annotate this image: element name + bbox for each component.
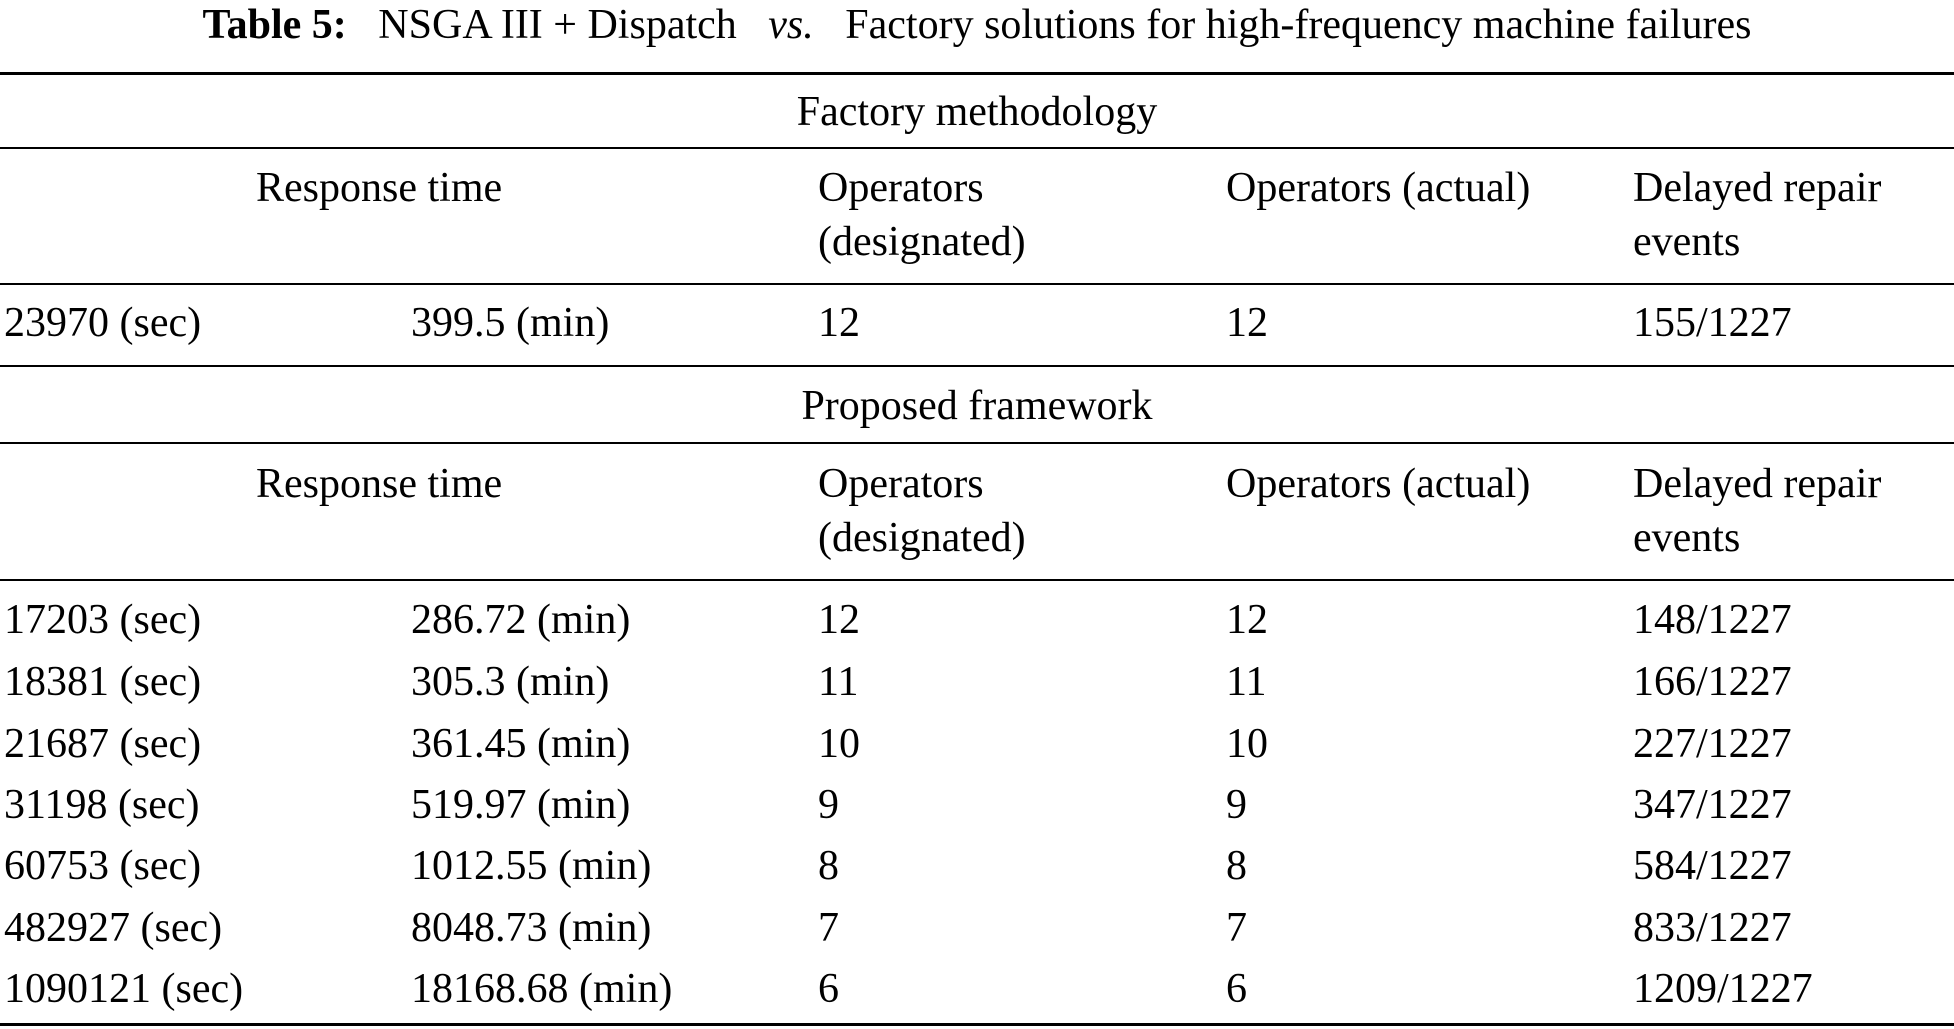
cell-response-sec: 1090121 (sec)	[4, 966, 244, 1012]
top-rule	[0, 72, 1954, 75]
cell-operators-designated: 8	[818, 843, 839, 889]
cell-delayed-events: 148/1227	[1633, 597, 1792, 643]
cell-operators-actual: 7	[1226, 905, 1247, 951]
cell-operators-designated: 12	[818, 597, 860, 643]
cell-response-sec: 21687 (sec)	[4, 721, 202, 767]
header-operators-actual: Operators (actual)	[1226, 165, 1531, 211]
cell-operators-actual: 11	[1226, 659, 1267, 705]
cell-operators-designated: 11	[818, 659, 859, 705]
cell-response-sec: 23970 (sec)	[4, 300, 202, 346]
cell-response-sec: 60753 (sec)	[4, 843, 202, 889]
header-operators-designated-line2: (designated)	[818, 219, 1026, 265]
cell-delayed-events: 1209/1227	[1633, 966, 1813, 1012]
caption-label: Table 5:	[202, 2, 347, 48]
header-rule	[0, 283, 1954, 285]
cell-response-min: 305.3 (min)	[411, 659, 610, 705]
cell-delayed-events: 166/1227	[1633, 659, 1792, 705]
section-title-factory: Factory methodology	[796, 89, 1158, 135]
header-operators-designated-line2: (designated)	[818, 515, 1026, 561]
cell-response-min: 8048.73 (min)	[411, 905, 652, 951]
header-delayed-line2: events	[1633, 219, 1741, 265]
cell-delayed-events: 833/1227	[1633, 905, 1792, 951]
caption-vs: vs.	[768, 2, 814, 48]
header-rule	[0, 579, 1954, 581]
cell-response-min: 286.72 (min)	[411, 597, 631, 643]
cell-operators-actual: 12	[1226, 597, 1268, 643]
section-rule	[0, 365, 1954, 367]
cell-delayed-events: 584/1227	[1633, 843, 1792, 889]
section-title-proposed: Proposed framework	[801, 383, 1153, 429]
cell-response-sec: 17203 (sec)	[4, 597, 202, 643]
cell-operators-actual: 9	[1226, 782, 1247, 828]
cell-response-sec: 31198 (sec)	[4, 782, 200, 828]
cell-operators-designated: 6	[818, 966, 839, 1012]
caption-part1: NSGA III + Dispatch	[378, 2, 737, 48]
header-operators-designated-line1: Operators	[818, 165, 984, 211]
cell-operators-actual: 12	[1226, 300, 1268, 346]
cell-response-sec: 482927 (sec)	[4, 905, 223, 951]
cell-response-min: 1012.55 (min)	[411, 843, 652, 889]
section-rule	[0, 442, 1954, 444]
header-response-time: Response time	[256, 461, 503, 507]
header-operators-designated-line1: Operators	[818, 461, 984, 507]
cell-response-sec: 18381 (sec)	[4, 659, 202, 705]
cell-operators-actual: 8	[1226, 843, 1247, 889]
header-delayed-line1: Delayed repair	[1633, 461, 1882, 507]
header-delayed-line1: Delayed repair	[1633, 165, 1882, 211]
cell-operators-designated: 10	[818, 721, 860, 767]
cell-delayed-events: 227/1227	[1633, 721, 1792, 767]
cell-response-min: 18168.68 (min)	[411, 966, 673, 1012]
header-operators-actual: Operators (actual)	[1226, 461, 1531, 507]
cell-response-min: 399.5 (min)	[411, 300, 610, 346]
cell-operators-designated: 7	[818, 905, 839, 951]
cell-delayed-events: 347/1227	[1633, 782, 1792, 828]
section-rule	[0, 147, 1954, 149]
table-caption	[0, 0, 1954, 64]
cell-response-min: 519.97 (min)	[411, 782, 631, 828]
cell-operators-actual: 6	[1226, 966, 1247, 1012]
caption-part2: Factory solutions for high-frequency machine failures	[845, 2, 1752, 48]
cell-operators-designated: 12	[818, 300, 860, 346]
cell-response-min: 361.45 (min)	[411, 721, 631, 767]
header-delayed-line2: events	[1633, 515, 1741, 561]
cell-operators-designated: 9	[818, 782, 839, 828]
bottom-rule	[0, 1023, 1954, 1026]
cell-delayed-events: 155/1227	[1633, 300, 1792, 346]
cell-operators-actual: 10	[1226, 721, 1268, 767]
header-response-time: Response time	[256, 165, 503, 211]
